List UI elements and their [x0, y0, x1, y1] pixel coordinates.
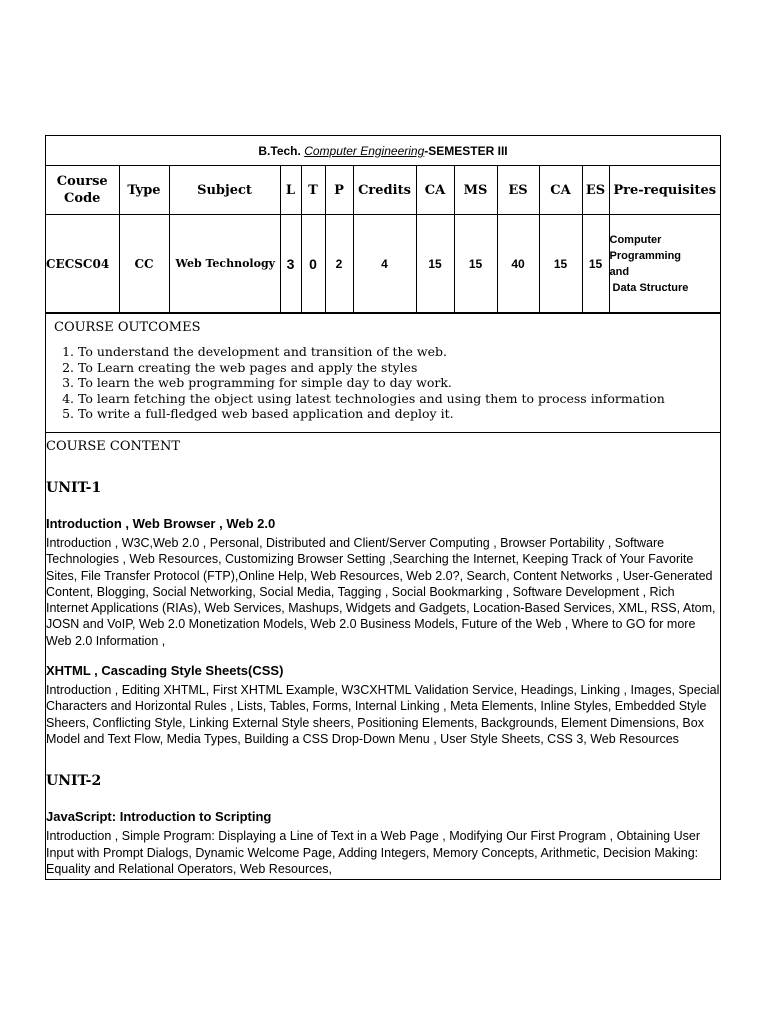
semester-label: -SEMESTER III [424, 143, 508, 158]
col-subject: Subject [169, 166, 280, 215]
outcome-item: 2. To Learn creating the web pages and apply the styles [78, 360, 712, 376]
column-header-row [46, 166, 720, 215]
col-prerequisites: Pre-requisites [609, 166, 720, 215]
col-l: L [280, 166, 301, 215]
course-table [46, 136, 720, 313]
col-credits: Credits [353, 166, 416, 215]
cell-type: CC [119, 215, 169, 313]
course-row [46, 215, 720, 313]
course-content [46, 432, 720, 877]
prereq-line: Data Structure [609, 281, 689, 294]
cell-ca: 15 [416, 215, 454, 313]
program-name: Computer Engineering [304, 143, 425, 158]
outcome-item: 1. To understand the development and transition of the web. [78, 344, 712, 360]
course-outcomes [46, 313, 720, 432]
cell-es-2: 15 [582, 215, 609, 313]
col-ca: CA [416, 166, 454, 215]
prereq-line: Programming [609, 249, 682, 262]
col-ms: MS [454, 166, 497, 215]
cell-credits: 4 [353, 215, 416, 313]
content-heading: COURSE CONTENT [46, 438, 181, 454]
unit-2-text-1: Introduction , Simple Program: Displaying a Line of Text in a Web Page , Modifying Our First Program , Obtaining User Input with Prompt Dialogs, Dynamic Welcome Page, Adding Integers, Memory Concepts, Arithmetic, Decision Making: Equality and Relational Operators, Web Resources, [46, 829, 700, 876]
program-title [46, 136, 720, 166]
cell-p: 2 [325, 215, 353, 313]
unit-2-topic-1: JavaScript: Introduction to Scripting [46, 809, 272, 825]
cell-ca-2: 15 [539, 215, 582, 313]
cell-course-code: CECSC04 [46, 215, 119, 313]
cell-ms: 15 [454, 215, 497, 313]
cell-subject: Web Technology [169, 215, 280, 313]
program-prefix: B.Tech. [258, 143, 301, 158]
unit-1-title: UNIT-1 [46, 479, 102, 496]
cell-l: 3 [280, 215, 301, 313]
syllabus-sheet [45, 135, 721, 880]
col-course-code: Course Code [46, 166, 119, 215]
outcomes-heading: COURSE OUTCOMES [54, 320, 201, 335]
unit-2-title: UNIT-2 [46, 773, 102, 790]
outcomes-list [54, 344, 712, 422]
col-p: P [325, 166, 353, 215]
prereq-line: and [609, 265, 630, 278]
unit-1-text-1: Introduction , W3C,Web 2.0 , Personal, Distributed and Client/Server Computing , Browser Portability , Software Technologies , Web Resources, Customizing Browser Setting ,Searching the Internet, Keeping Track of Your Favorite Sites, File Transfer Protocol (FTP),Online Help, Web Resources, Web 2.0?, Search, Content Networks , User-Generated Content, Blogging, Social Networking, Social Media, Tagging , Social Bookmarking , Software Development , Rich Internet Applications (RIAs), Web Services, Mashups, Widgets and Gadgets, Location-Based Services, XML, RSS, Atom, JOSN and VoIP, Web 2.0 Monetization Models, Web 2.0 Business Models, Future of the Web , Where to GO for more Web 2.0 Information , [46, 535, 716, 648]
cell-prerequisites [609, 215, 720, 313]
col-ca-2: CA [539, 166, 582, 215]
unit-1-topic-1: Introduction , Web Browser , Web 2.0 [46, 515, 276, 531]
col-t: T [301, 166, 325, 215]
cell-es: 40 [497, 215, 539, 313]
outcome-item: 4. To learn fetching the object using latest technologies and using them to process information [78, 391, 712, 407]
unit-1-topic-2: XHTML , Cascading Style Sheets(CSS) [46, 663, 284, 679]
col-es: ES [497, 166, 539, 215]
prereq-line: Computer [609, 233, 662, 246]
outcome-item: 5. To write a full-fledged web based application and deploy it. [78, 406, 712, 422]
col-es-2: ES [582, 166, 609, 215]
col-type: Type [119, 166, 169, 215]
unit-1-text-2: Introduction , Editing XHTML, First XHTML Example, W3CXHTML Validation Service, Headings, Linking , Images, Special Characters and Horizontal Rules , Lists, Tables, Forms, Internal Linking , Meta Elements, Inline Styles, Embedded Style Sheers, Conflicting Style, Linking External Style sheers, Positioning Elements, Backgrounds, Element Dimensions, Box Model and Text Flow, Media Types, Building a CSS Drop-Down Menu , User Style Sheets, CSS 3, Web Resources [46, 683, 720, 746]
cell-t: 0 [301, 215, 325, 313]
outcome-item: 3. To learn the web programming for simple day to day work. [78, 375, 712, 391]
